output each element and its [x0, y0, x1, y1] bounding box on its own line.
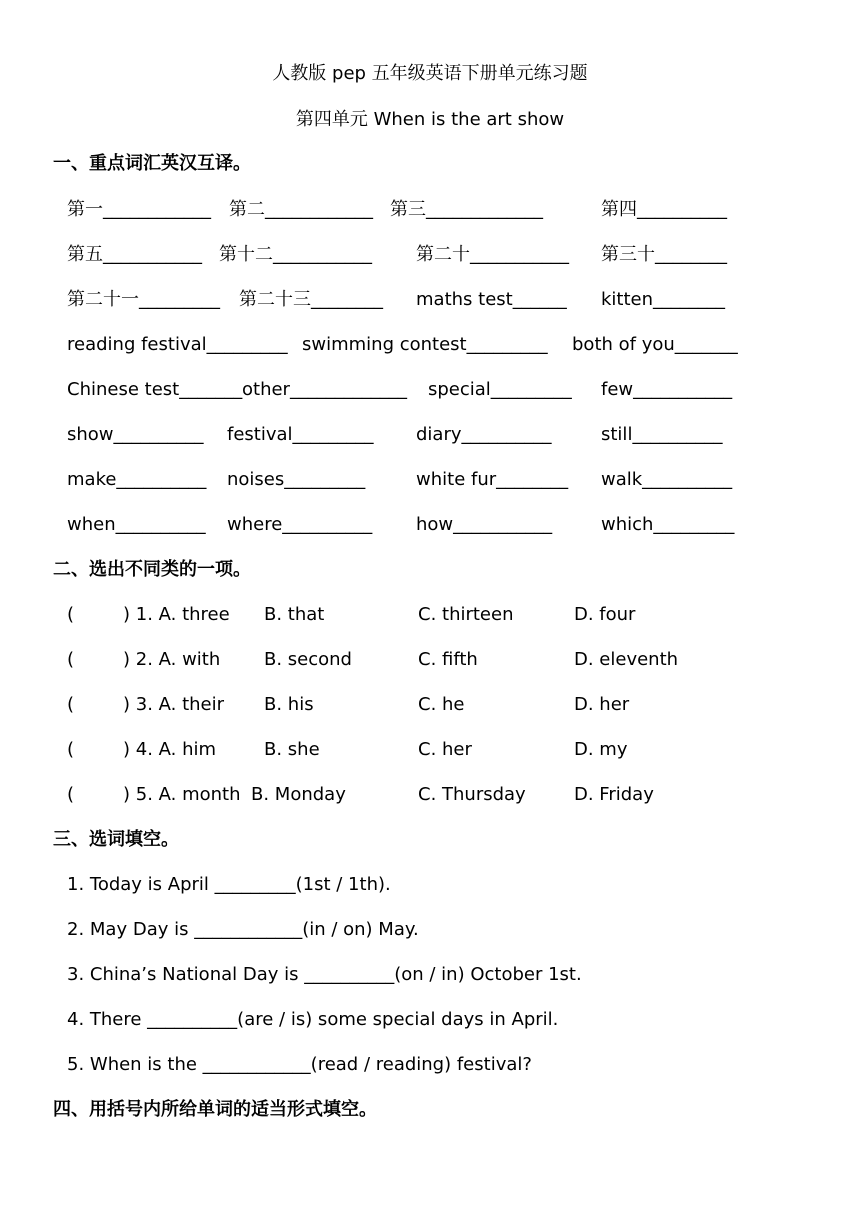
vocab-item: walk__________ [601, 469, 733, 490]
page-subtitle: 第四单元 When is the art show [295, 109, 565, 130]
vocab-item: make__________ [67, 469, 207, 490]
vocab-item: diary__________ [416, 424, 552, 445]
vocab-item: festival_________ [227, 424, 374, 445]
section1-heading: 一、重点词汇英汉互译。 [53, 153, 251, 174]
vocab-item: still__________ [601, 424, 723, 445]
vocab-item: which_________ [601, 514, 735, 535]
question-paren: ( [67, 694, 75, 715]
fill-blank-item: 2. May Day is ____________(in / on) May. [67, 919, 419, 940]
vocab-item: 第二十___________ [416, 244, 569, 265]
question-option-a: ) 1. A. three [123, 604, 230, 625]
section4-heading: 四、用括号内所给单词的适当形式填空。 [53, 1099, 377, 1120]
question-option-d: D. Friday [574, 784, 654, 805]
vocab-item: few___________ [601, 379, 733, 400]
question-option-b: B. that [264, 604, 325, 625]
vocab-item: 第十二___________ [219, 244, 372, 265]
vocab-item: 第五___________ [67, 244, 202, 265]
vocab-item: show__________ [67, 424, 204, 445]
vocab-item: swimming contest_________ [302, 334, 548, 355]
vocab-item: white fur________ [416, 469, 569, 490]
fill-blank-item: 5. When is the ____________(read / reading) festival? [67, 1054, 532, 1075]
vocab-item: 第三十________ [601, 244, 727, 265]
question-option-d: D. four [574, 604, 636, 625]
question-option-a: ) 3. A. their [123, 694, 225, 715]
question-option-d: D. eleventh [574, 649, 679, 670]
page-title: 人教版 pep 五年级英语下册单元练习题 [272, 63, 588, 84]
section2-heading: 二、选出不同类的一项。 [53, 559, 251, 580]
vocab-item: special_________ [428, 379, 572, 400]
vocab-item: when__________ [67, 514, 206, 535]
question-paren: ( [67, 739, 75, 760]
question-option-a: ) 2. A. with [123, 649, 221, 670]
question-option-b: B. Monday [251, 784, 346, 805]
question-option-d: D. my [574, 739, 628, 760]
question-option-c: C. fifth [418, 649, 478, 670]
vocab-item: other_____________ [242, 379, 407, 400]
question-option-b: B. second [264, 649, 352, 670]
question-option-c: C. he [418, 694, 465, 715]
vocab-item: kitten________ [601, 289, 726, 310]
question-option-a: ) 5. A. month [123, 784, 241, 805]
question-paren: ( [67, 604, 75, 625]
vocab-item: reading festival_________ [67, 334, 288, 355]
vocab-item: both of you_______ [572, 334, 738, 355]
question-option-a: ) 4. A. him [123, 739, 217, 760]
question-paren: ( [67, 649, 75, 670]
question-option-c: C. Thursday [418, 784, 526, 805]
vocab-item: Chinese test_______ [67, 379, 243, 400]
question-option-d: D. her [574, 694, 630, 715]
vocab-item: 第三_____________ [390, 199, 543, 220]
question-option-b: B. she [264, 739, 320, 760]
vocab-item: 第二十一_________ [67, 289, 220, 310]
vocab-item: 第二十三________ [239, 289, 383, 310]
section3-heading: 三、选词填空。 [53, 829, 179, 850]
question-option-c: C. thirteen [418, 604, 514, 625]
vocab-item: how___________ [416, 514, 553, 535]
question-option-b: B. his [264, 694, 314, 715]
question-option-c: C. her [418, 739, 472, 760]
vocab-item: 第二____________ [229, 199, 373, 220]
fill-blank-item: 4. There __________(are / is) some special days in April. [67, 1009, 559, 1030]
vocab-item: 第四__________ [601, 199, 727, 220]
fill-blank-item: 1. Today is April _________(1st / 1th). [67, 874, 391, 895]
question-paren: ( [67, 784, 75, 805]
vocab-item: maths test______ [416, 289, 567, 310]
fill-blank-item: 3. China’s National Day is __________(on / in) October 1st. [67, 964, 582, 985]
vocab-item: 第一____________ [67, 199, 211, 220]
vocab-item: where__________ [227, 514, 373, 535]
vocab-item: noises_________ [227, 469, 366, 490]
